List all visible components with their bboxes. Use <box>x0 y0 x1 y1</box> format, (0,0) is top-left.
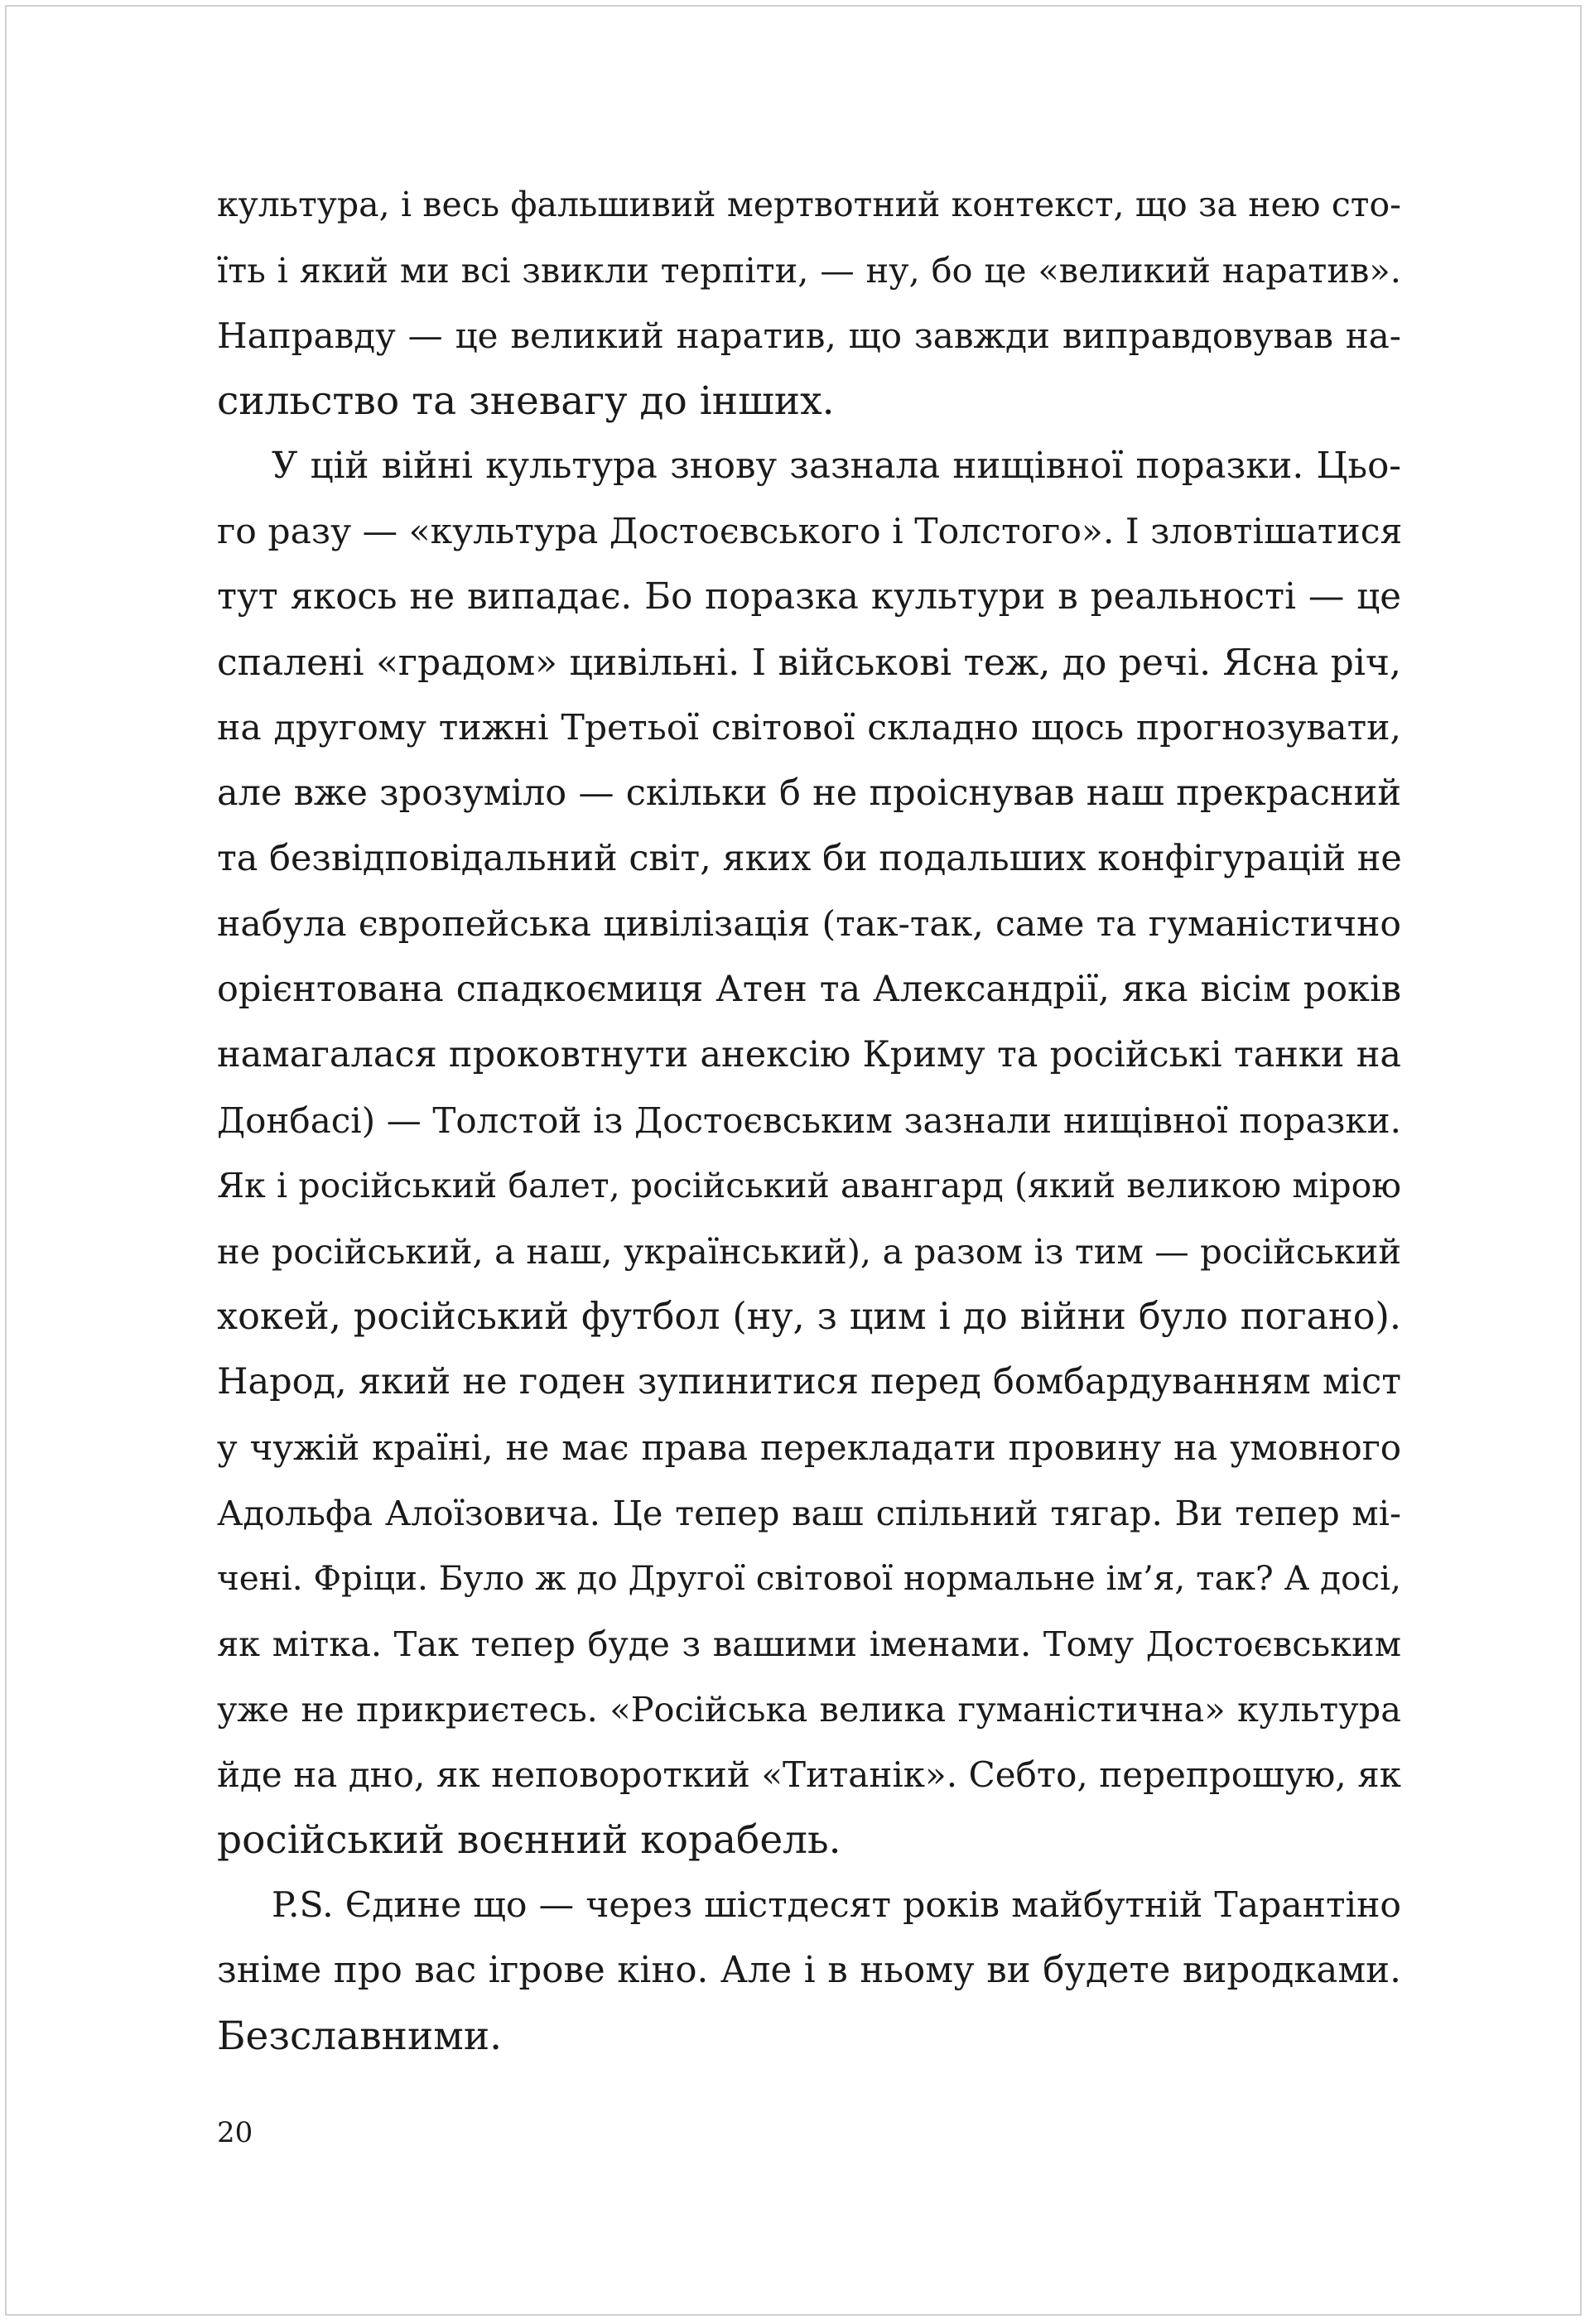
text-line: Народ, який не годен зупинитися перед бомбардуванням міст <box>217 1361 1401 1403</box>
text-line: орієнтована спадкоємиця Атен та Александрії, яка вісім років <box>217 969 1401 1010</box>
text-line: не російський, а наш, український), а разом із тим — російський <box>217 1231 1401 1272</box>
text-line: чені. Фріци. Було ж до Другої світової нормальне ім’я, так? А досі, <box>217 1558 1401 1598</box>
text-line: на другому тижні Третьої світової складно щось прогнозувати, <box>217 708 1401 748</box>
paragraph-2 <box>217 434 1401 1873</box>
text-line: P.S. Єдине що — через шістдесят років майбутній Тарантіно <box>272 1885 1401 1926</box>
text-line: намагалася проковтнути анексію Криму та російські танки на <box>217 1034 1401 1075</box>
text-line: сильство та зневагу до інших. <box>217 378 835 424</box>
text-line: у чужій країні, не має права перекладати провину на умовного <box>217 1427 1401 1468</box>
page-number: 20 <box>217 2116 253 2149</box>
text-line: набула європейська цивілізація (так-так, саме та гуманістично <box>217 904 1401 945</box>
text-line: російський воєнний корабель. <box>217 1817 841 1863</box>
text-line: зніме про вас ігрове кіно. Але і в ньому ви будете виродками. <box>217 1950 1401 1991</box>
paragraph-1 <box>217 172 1401 434</box>
text-line: культура, і весь фальшивий мертвотний контекст, що за нею сто- <box>217 185 1401 224</box>
book-page <box>5 5 1582 2316</box>
text-line: У цій війні культура знову зазнала нищівної поразки. Цьо- <box>272 445 1401 487</box>
text-line: го разу — «культура Достоєвського і Толстого». І зловтішатися <box>217 512 1403 552</box>
body-text <box>217 172 1401 2069</box>
text-line: уже не прикриєтесь. «Російська велика гуманістична» культура <box>217 1689 1401 1730</box>
paragraph-3 <box>217 1873 1401 2069</box>
text-line: Донбасі) — Толстой із Достоєвським зазнали нищівної поразки. <box>217 1100 1401 1141</box>
text-line: та безвідповідальний світ, яких би подальших конфігурацій не <box>217 838 1402 879</box>
text-line: Як і російський балет, російський авангард (який великою мірою <box>217 1166 1401 1205</box>
text-line: Направду — це великий наратив, що завжди виправдовував на- <box>217 315 1401 356</box>
text-line: Адольфа Алоїзовича. Це тепер ваш спільний тягар. Ви тепер мі- <box>217 1493 1401 1533</box>
text-line: як мітка. Так тепер буде з вашими іменами. Тому Достоєвським <box>217 1624 1401 1664</box>
text-line: але вже зрозуміло — скільки б не проіснував наш прекрасний <box>217 772 1401 814</box>
text-line: Безславними. <box>217 2014 503 2059</box>
text-line: спалені «градом» цивільні. І військові теж, до речі. Ясна річ, <box>217 642 1401 684</box>
text-line: хокей, російський футбол (ну, з цим і до війни було погано). <box>217 1296 1401 1338</box>
text-line: тут якось не випадає. Бо поразка культури в реальності — це <box>217 576 1401 618</box>
text-line: йде на дно, як неповороткий «Титанік». Себто, перепрошую, як <box>217 1754 1401 1795</box>
text-line: їть і який ми всі звикли терпіти, — ну, бо це «великий наратив». <box>217 250 1401 291</box>
